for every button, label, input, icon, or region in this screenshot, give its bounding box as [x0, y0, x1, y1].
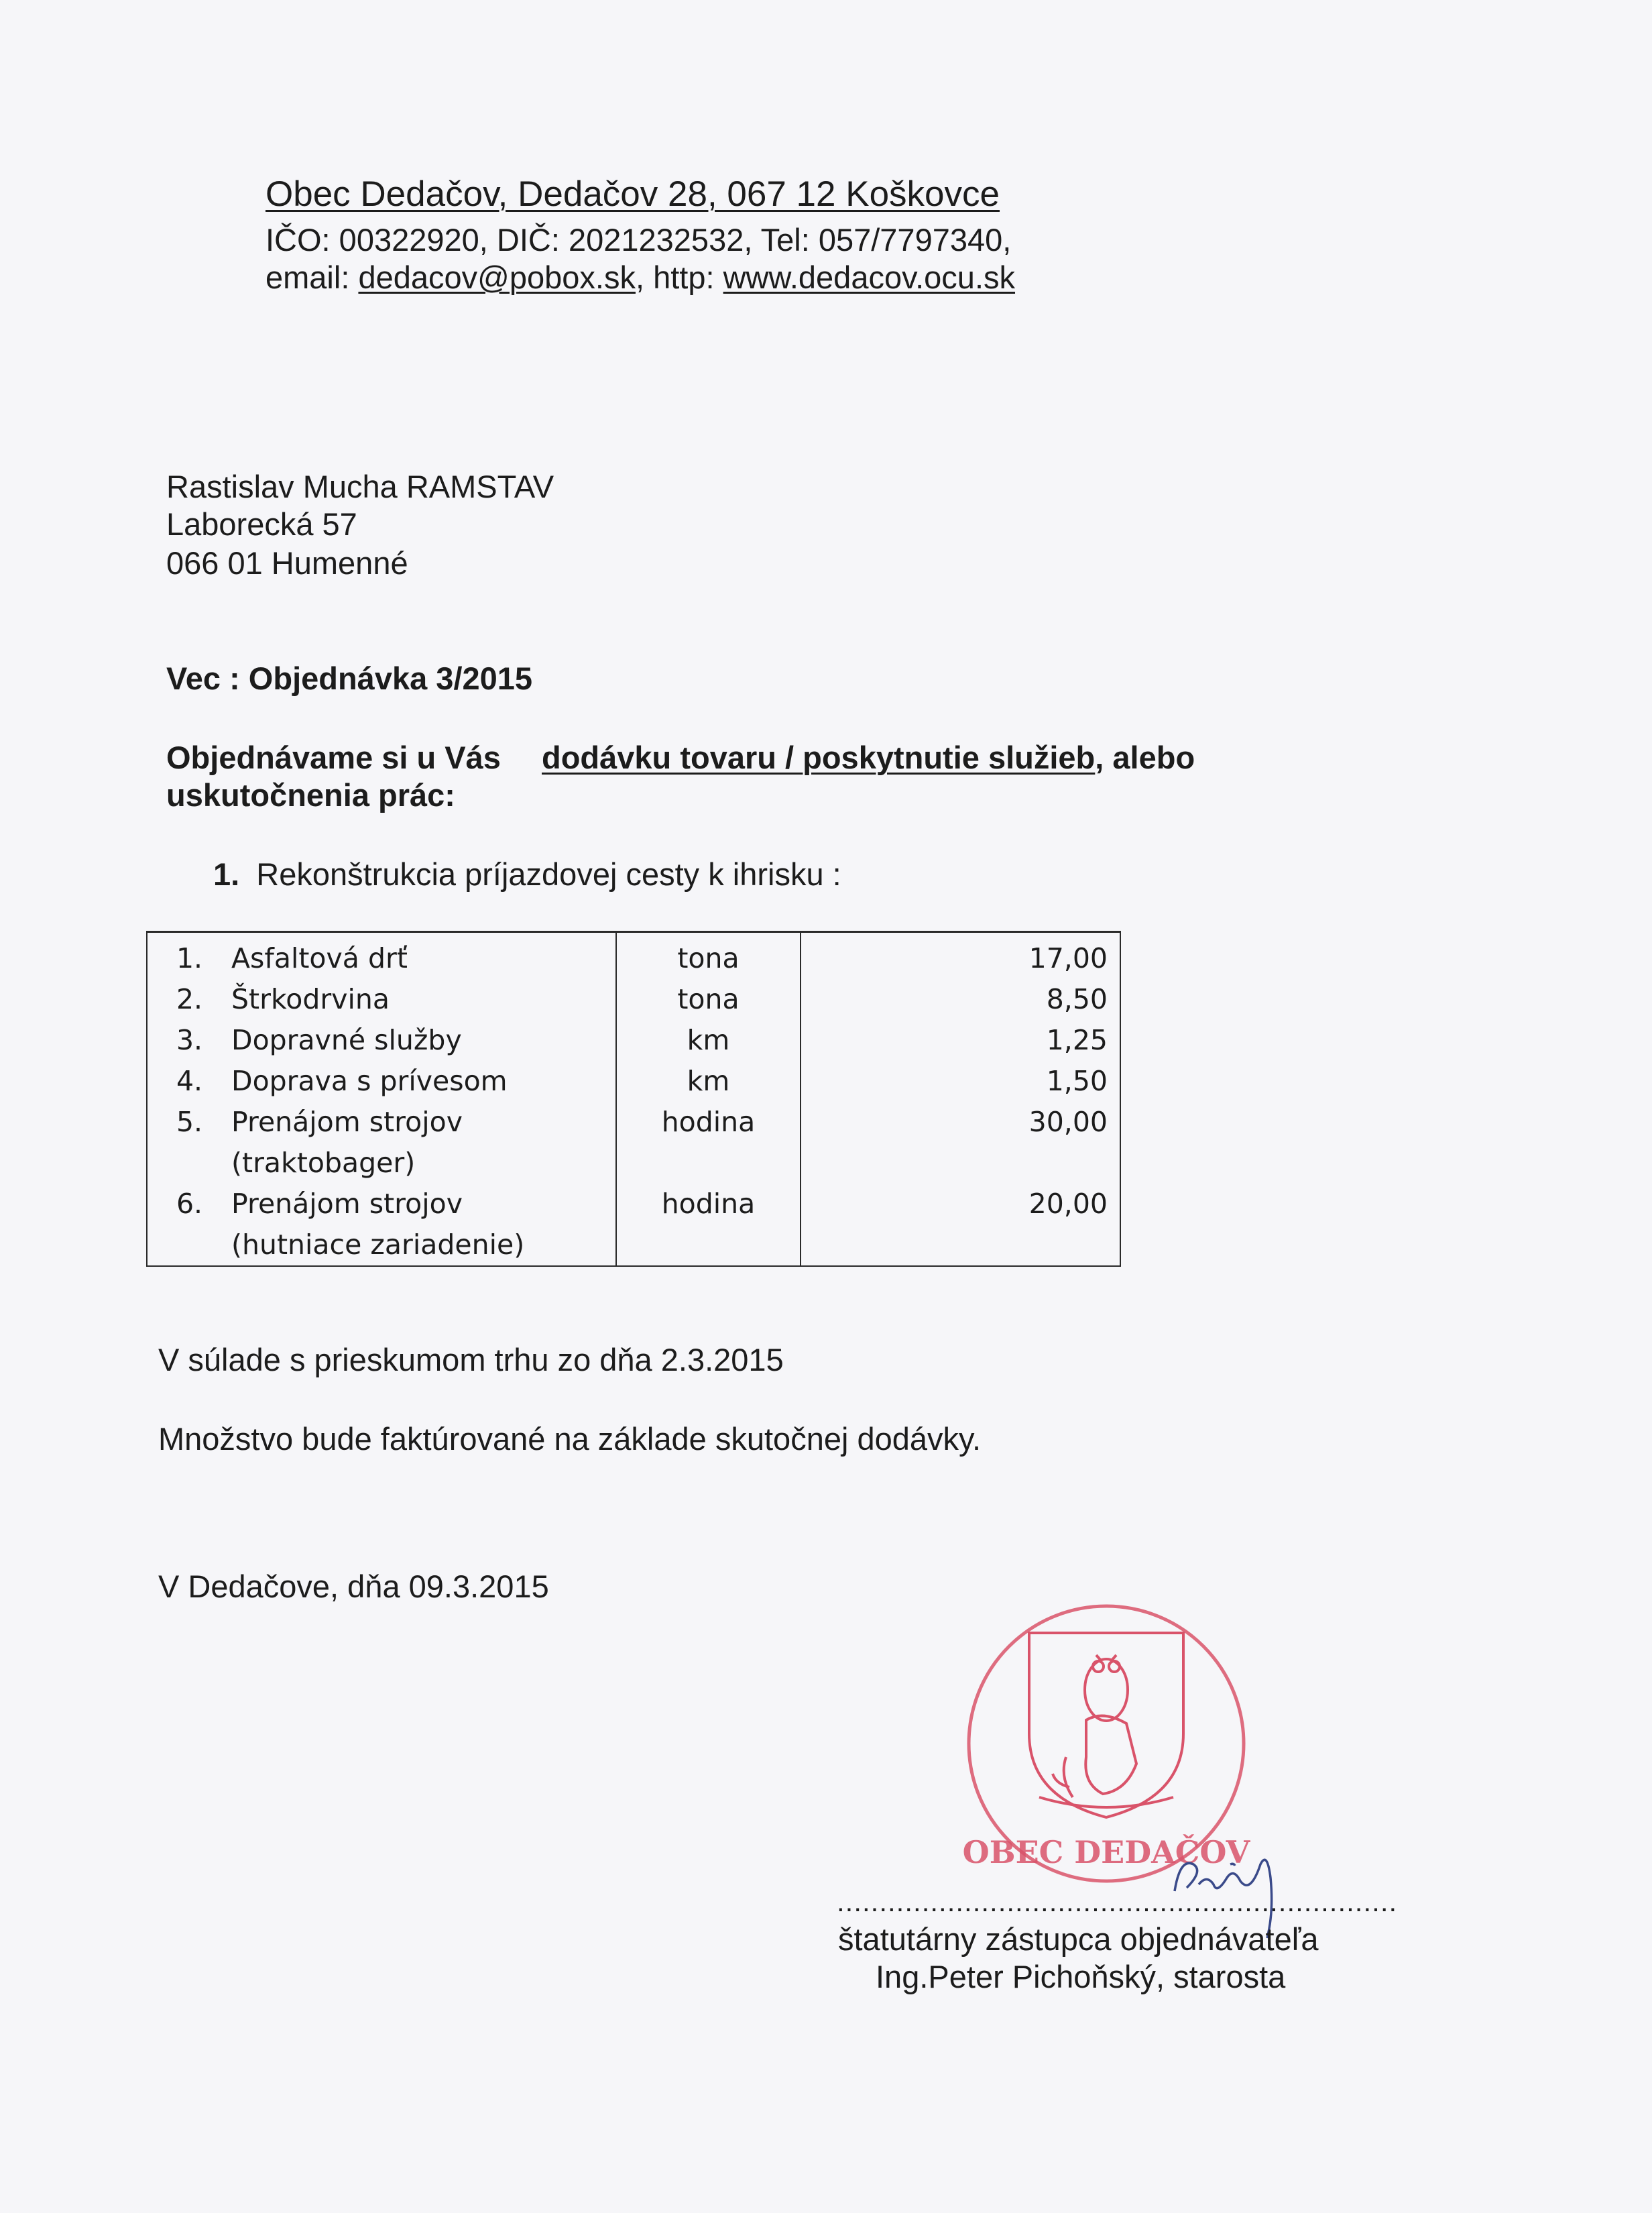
stamp-text: OBEC DEDAČOV	[962, 1834, 1250, 1870]
item-number: 2.	[176, 983, 203, 1015]
intro-line-2: uskutočnenia prác:	[166, 777, 455, 813]
item-description: Asfaltová drť	[231, 942, 408, 974]
section-title: Rekonštrukcia príjazdovej cesty k ihrisku :	[256, 856, 841, 892]
email-link[interactable]: dedacov@pobox.sk	[358, 260, 636, 295]
letterhead-title: Obec Dedačov, Dedačov 28, 067 12 Koškovce	[266, 174, 1000, 214]
item-description: Prenájom strojov	[231, 1106, 463, 1138]
web-link[interactable]: www.dedacov.ocu.sk	[723, 260, 1016, 295]
intro-part1: Objednávame si u Vás	[166, 740, 501, 775]
recipient-city: 066 01 Humenné	[166, 545, 408, 581]
items-description-cell	[147, 932, 616, 1267]
signatory-name: Ing.Peter Pichoňský, starosta	[876, 1959, 1286, 1994]
signature-dots: ..................................................................	[837, 1886, 1398, 1917]
item-number: 6.	[176, 1188, 203, 1220]
item-unit: km	[687, 1024, 730, 1056]
item-description: Dopravné služby	[231, 1024, 462, 1056]
item-number: 3.	[176, 1024, 203, 1056]
recipient-name: Rastislav Mucha RAMSTAV	[166, 469, 554, 504]
item-row-continued	[148, 1225, 615, 1265]
item-quantity: 8,50	[1046, 983, 1108, 1015]
item-unit: tona	[677, 983, 740, 1015]
signature-role: štatutárny zástupca objednávateľa	[838, 1921, 1319, 1957]
item-unit: hodina	[661, 1106, 756, 1138]
survey-note: V súlade s prieskumom trhu zo dňa 2.3.2015	[158, 1342, 784, 1377]
item-quantity: 17,00	[1028, 942, 1108, 974]
item-row	[148, 1102, 615, 1143]
item-description-continued: (hutniace zariadenie)	[231, 1229, 525, 1261]
item-description: Prenájom strojov	[231, 1188, 463, 1220]
item-unit: km	[687, 1065, 730, 1097]
place-date: V Dedačove, dňa 09.3.2015	[158, 1569, 549, 1604]
item-quantity: 1,25	[1046, 1024, 1108, 1056]
item-row-continued	[148, 1143, 615, 1184]
letterhead-ids: IČO: 00322920, DIČ: 2021232532, Tel: 057/7797340,	[266, 222, 1012, 258]
letterhead-contact	[266, 259, 1015, 296]
items-quantity-cell	[801, 932, 1120, 1267]
item-quantity: 20,00	[1028, 1188, 1108, 1220]
item-row	[148, 1020, 615, 1061]
item-number: 5.	[176, 1106, 203, 1138]
items-unit-cell	[616, 932, 801, 1267]
invoice-note: Množstvo bude faktúrované na základe skutočnej dodávky.	[158, 1421, 982, 1457]
item-description-continued: (traktobager)	[231, 1147, 416, 1179]
item-number: 1.	[176, 942, 203, 974]
intro-underlined: dodávku tovaru / poskytnutie služieb	[542, 740, 1096, 775]
item-quantity: 1,50	[1046, 1065, 1108, 1097]
item-description: Doprava s prívesom	[231, 1065, 508, 1097]
item-row	[148, 1061, 615, 1102]
item-unit: tona	[677, 942, 740, 974]
item-description: Štrkodrvina	[231, 983, 390, 1015]
item-unit: hodina	[661, 1188, 756, 1220]
http-label: , http:	[635, 260, 723, 295]
item-row	[148, 938, 615, 979]
subject-line: Vec : Objednávka 3/2015	[166, 661, 533, 696]
section-number: 1.	[213, 856, 240, 892]
email-label: email:	[266, 260, 359, 295]
section-heading	[213, 856, 841, 893]
recipient-street: Laborecká 57	[166, 506, 357, 542]
order-items-table	[146, 931, 1121, 1267]
intro-part3: , alebo	[1095, 740, 1195, 775]
item-number: 4.	[176, 1065, 203, 1097]
table-row	[147, 932, 1120, 1267]
item-quantity: 30,00	[1028, 1106, 1108, 1138]
item-row	[148, 1184, 615, 1225]
item-row	[148, 979, 615, 1020]
intro-line-1	[166, 739, 1195, 777]
